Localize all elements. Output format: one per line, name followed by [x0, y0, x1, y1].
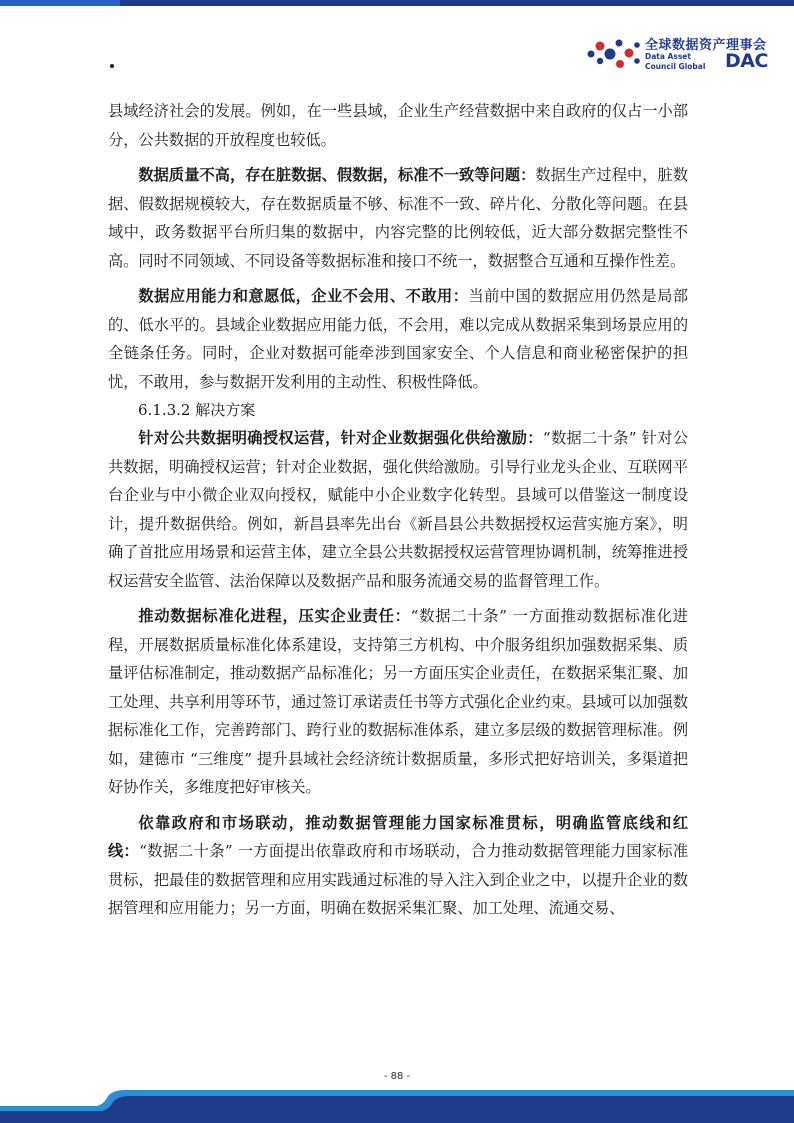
paragraph-lead: 依靠政府和市场联动，推动数据管理能力国家标准贯标，明确监管底线和红线： [108, 813, 688, 860]
section-heading: 6.1.3.2 解决方案 [138, 401, 256, 419]
paragraph-lead: 数据质量不高，存在脏数据、假数据，标准不一致等问题： [138, 166, 536, 184]
paragraph: 推动数据标准化进程，压实企业责任：“数据二十条” 一方面推动数据标准化进程，开展数据质量标准化体系建设，支持第三方机构、中介服务组织加强数据采集、质量评估标准制定，推动数据产品标准化；另一方面压实企业责任，在数据采集汇聚、加工处理、共享利用等环节，通过签订承诺责任书等方式强化企业约束。县域可以加强数据标准化工作，完善跨部门、跨行业的数据标准体系，建立多层级的数据管理标准。例如，建德市 “三维度” 提升县域社会经济统计数据质量，多形式把好培训关，多渠道把好协作关，多维度把好审核关。 [108, 607, 688, 796]
paragraph-lead: 针对公共数据明确授权运营，针对企业数据强化供给激励： [138, 429, 543, 447]
footer-band [0, 1084, 794, 1123]
paragraph: 数据质量不高，存在脏数据、假数据，标准不一致等问题：数据生产过程中，脏数据、假数据规模较大，存在数据质量不够、标准不一致、碎片化、分散化等问题。在县域中，政务数据平台所归集的数据中，内容完整的比例较低，近大部分数据完整性不高。同时不同领域、不同设备等数据标准和接口不统一，数据整合互通和互操作性差。 [108, 166, 689, 270]
header-dot [110, 64, 114, 68]
page-number: - 88 - [383, 1071, 411, 1082]
paragraph-lead: 推动数据标准化进程，压实企业责任： [138, 607, 411, 625]
top-stripe [0, 0, 794, 6]
logo-abbreviation: DAC [725, 50, 768, 72]
paragraph-lead: 数据应用能力和意愿低，企业不会用、不敢用： [138, 287, 469, 305]
logo-english-line1: Data Asset [645, 52, 691, 61]
paragraph: 县域经济社会的发展。例如，在一些县域，企业生产经营数据中来自政府的仅占一小部分，公共数据的开放程度也较低。 [108, 102, 688, 149]
logo-english-line2: Council Global [645, 62, 706, 71]
paragraph: 数据应用能力和意愿低，企业不会用、不敢用：当前中国的数据应用仍然是局部的、低水平的。县域企业数据应用能力低，不会用，难以完成从数据采集到场景应用的全链条任务。同时，企业对数据可能牵涉到国家安全、个人信息和商业秘密保护的担忧，不敢用，参与数据开发利用的主动性、积极性降低。 [108, 287, 689, 391]
paragraph: 针对公共数据明确授权运营，针对企业数据强化供给激励：“数据二十条” 针对公共数据，明确授权运营；针对企业数据，强化供给激励。引导行业龙头企业、互联网平台企业与中小微企业双向授权，赋能中小企业数字化转型。县域可以借鉴这一制度设计，提升数据供给。例如，新昌县率先出台《新昌县公共数据授权运营实施方案》，明确了首批应用场景和运营主体，建立全县公共数据授权运营管理协调机制，统筹推进授权运营安全监管、法治保障以及数据产品和服务流通交易的监督管理工作。 [108, 429, 689, 590]
logo-chinese-name: 全球数据资产理事会 [645, 38, 767, 53]
document-body [108, 97, 688, 923]
dac-logo [585, 30, 785, 80]
logo-dots-icon [585, 34, 641, 72]
paragraph: 依靠政府和市场联动，推动数据管理能力国家标准贯标，明确监管底线和红线：“数据二十条” 一方面提出依靠政府和市场联动，合力推动数据管理能力国家标准贯标，把最佳的数据管理和应用实践通过标准的导入注入到企业之中，以提升企业的数据管理和应用能力；另一方面，明确在数据采集汇聚、加工处理、流通交易、 [108, 813, 689, 917]
